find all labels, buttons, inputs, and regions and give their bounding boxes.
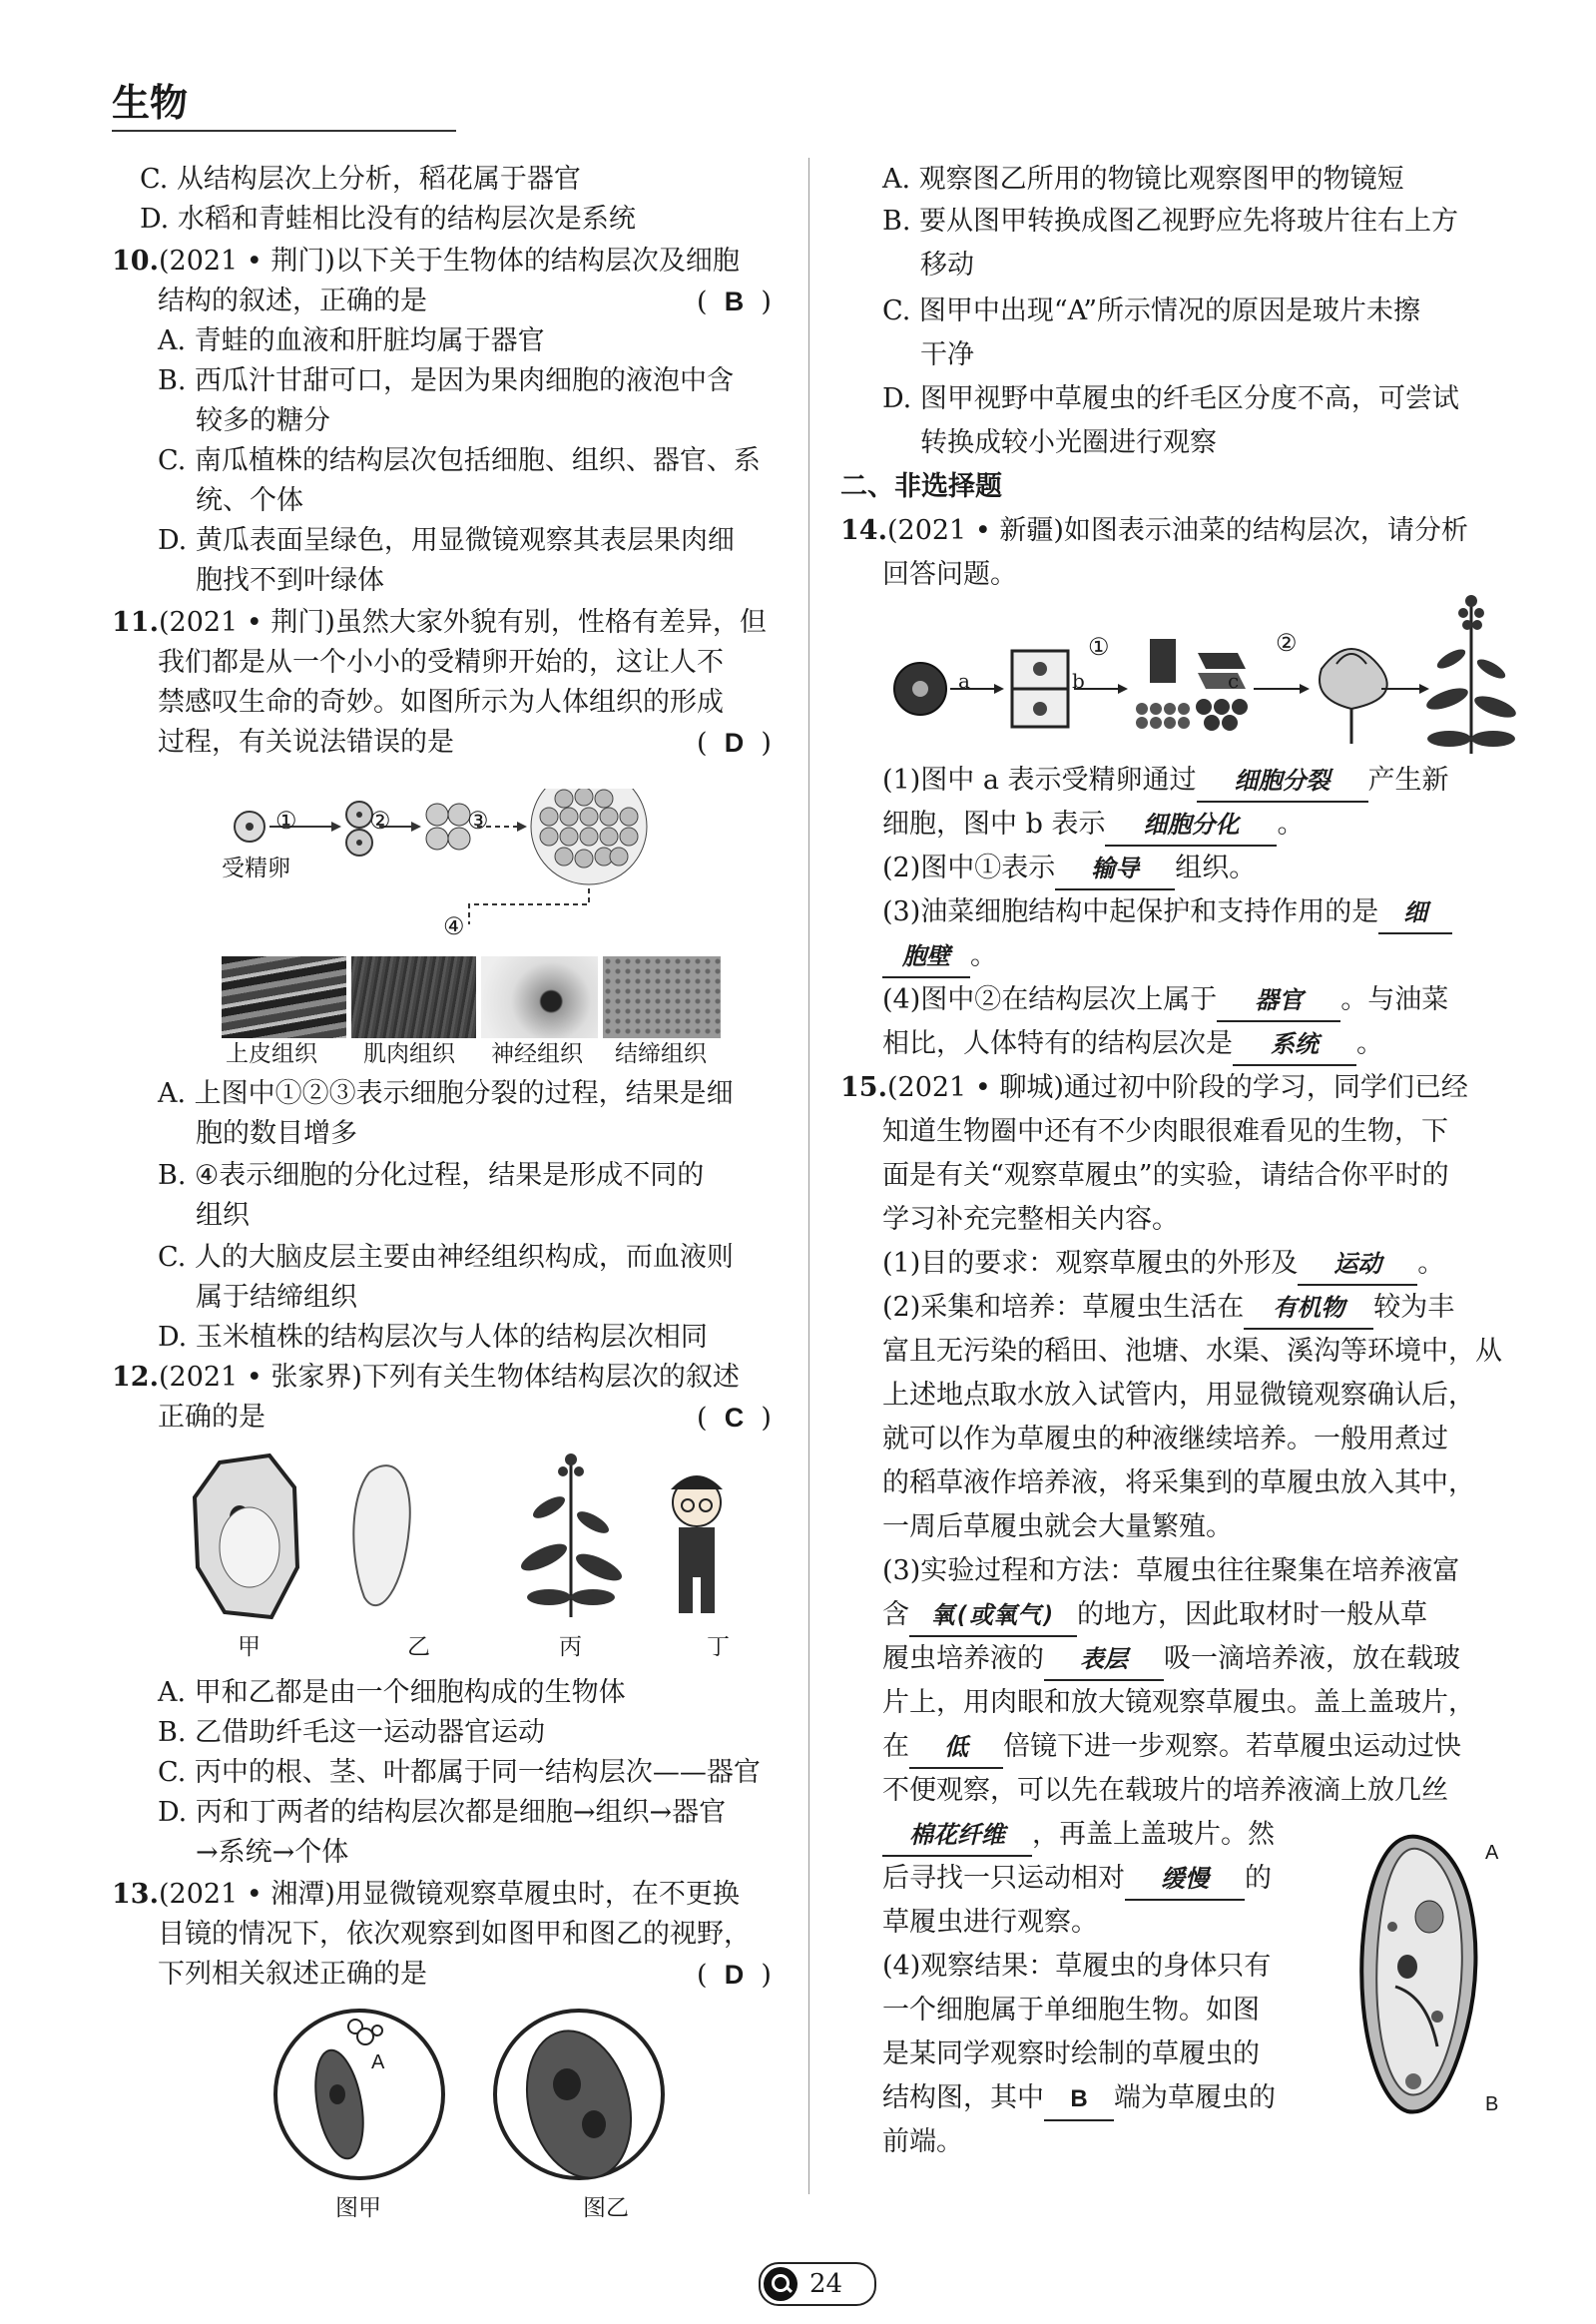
q15-part3-line8 xyxy=(882,1859,1272,1901)
q14-arrow-b: b xyxy=(1072,669,1085,693)
q15-answer-2: 有机物 xyxy=(1244,1288,1373,1330)
q10-stem1: (2021 • 荆门)以下关于生物体的结构层次及细胞 xyxy=(158,246,740,277)
q15-p3e: 吸一滴培养液，放在载玻 xyxy=(1164,1643,1460,1674)
q14-p4a: (4)图中②在结构层次上属于 xyxy=(882,984,1218,1015)
q10-option-b: B. 西瓜汁甘甜可口，是因为果肉细胞的液泡中含 xyxy=(158,365,735,396)
q11-stem-line2: 我们都是从一个小小的受精卵开始的，这让人不 xyxy=(158,647,724,678)
q14-number: 14. xyxy=(840,515,887,546)
q15-p4e: 端为草履虫的 xyxy=(1114,2082,1276,2113)
q11-option-a-cont: 胞的数目增多 xyxy=(196,1118,357,1149)
q15-part4-line1: (4)观察结果：草履虫的身体只有 xyxy=(882,1951,1272,1982)
muscle-tissue-image xyxy=(351,956,476,1038)
q15-stem-line1 xyxy=(840,1068,1468,1108)
q13-option-d-cont: 转换成较小光圈进行观察 xyxy=(920,427,1217,458)
q14-rapeseed-structure-figure xyxy=(882,589,1521,759)
q15-part3-line4: 片上，用肉眼和放大镜观察草履虫。盖上盖玻片， xyxy=(882,1687,1475,1718)
q10-option-b-cont: 较多的糖分 xyxy=(196,405,330,436)
q15-p3j: ，再盖上盖玻片。然 xyxy=(1032,1819,1275,1850)
q14-part3-line2 xyxy=(882,936,997,978)
q10-stem-line1 xyxy=(112,242,740,282)
q12-label-yi: 乙 xyxy=(407,1634,430,1660)
q10-number: 10. xyxy=(112,246,159,277)
q11-tissue-label-2: 肌肉组织 xyxy=(363,1041,455,1067)
q15-part4-line4 xyxy=(882,2078,1276,2121)
q15-p2b: 较为丰 xyxy=(1373,1292,1455,1323)
q14-answer-5: 器官 xyxy=(1217,980,1340,1022)
q15-part3-line6: 不便观察，可以先在载玻片的培养液滴上放几丝 xyxy=(882,1775,1448,1806)
q15-part3-line2 xyxy=(882,1595,1427,1637)
q13-stem-line2: 目镜的情况下，依次观察到如图甲和图乙的视野， xyxy=(158,1919,751,1950)
q14-answer-3: 输导 xyxy=(1055,849,1175,890)
q14-p4d: 。 xyxy=(1356,1028,1383,1059)
q10-option-c-cont: 统、个体 xyxy=(196,485,303,516)
q14-stem-line2: 回答问题。 xyxy=(882,559,1017,590)
q12-stem1: (2021 • 张家界)下列有关生物体结构层次的叙述 xyxy=(158,1362,740,1393)
q12-label-ding: 丁 xyxy=(707,1634,730,1660)
paramecium-label-a: A xyxy=(1485,1842,1499,1864)
q12-answer: ( C ) xyxy=(697,1403,772,1434)
q13-option-d: D. 图甲视野中草履虫的纤毛区分度不高，可尝试 xyxy=(882,383,1459,414)
q13-option-c-cont: 干净 xyxy=(920,339,974,370)
q15-p3b: 含 xyxy=(882,1599,909,1630)
q13-number: 13. xyxy=(112,1879,159,1910)
q13-stem1: (2021 • 湘潭)用显微镜观察草履虫时，在不更换 xyxy=(158,1879,740,1910)
paramecium-structure-figure xyxy=(1337,1827,1497,2126)
q15-answer-8: B xyxy=(1044,2079,1114,2121)
q9-option-c: C. 从结构层次上分析，稻花属于器官 xyxy=(140,164,581,195)
q9-option-d: D. 水稻和青蛙相比没有的结构层次是系统 xyxy=(140,204,636,235)
q11-option-b-cont: 组织 xyxy=(196,1200,250,1231)
connective-tissue-image xyxy=(603,956,721,1038)
q10-option-d: D. 黄瓜表面呈绿色，用显微镜观察其表层果肉细 xyxy=(158,525,735,556)
q12-option-d-cont: →系统→个体 xyxy=(196,1837,349,1868)
q15-part2-line4: 就可以作为草履虫的种液继续培养。一般用煮过 xyxy=(882,1424,1448,1454)
q15-p1b: 。 xyxy=(1417,1248,1445,1279)
column-divider xyxy=(808,158,809,2194)
q15-stem1: (2021 • 聊城)通过初中阶段的学习，同学们已经 xyxy=(886,1072,1468,1103)
page-number: 24 xyxy=(809,2269,843,2299)
q11-tissue-label-4: 结缔组织 xyxy=(615,1041,707,1067)
q11-option-b: B. ④表示细胞的分化过程，结果是形成不同的 xyxy=(158,1160,705,1191)
q10-stem-line2: 结构的叙述，正确的是 xyxy=(158,286,427,316)
q14-answer-6: 系统 xyxy=(1233,1024,1356,1066)
q12-label-bing: 丙 xyxy=(559,1634,582,1660)
q11-stem-line1 xyxy=(112,603,767,643)
q15-part2-line2: 富且无污染的稻田、池塘、水渠、溪沟等环境中，从 xyxy=(882,1336,1502,1367)
q15-part3-line7 xyxy=(882,1815,1275,1857)
q14-answer-4b: 胞壁 xyxy=(882,936,970,978)
q14-label-2: ② xyxy=(1276,629,1298,657)
q15-p3h: 倍镜下进一步观察。若草履虫运动过快 xyxy=(1003,1731,1461,1762)
q15-answer-3: 氧(或氧气) xyxy=(909,1595,1077,1637)
q15-stem-line3: 面是有关“观察草履虫”的实验，请结合你平时的 xyxy=(882,1160,1449,1191)
q14-p4b: 。与油菜 xyxy=(1340,984,1449,1015)
q14-part4-line2 xyxy=(882,1024,1383,1066)
q11-label-1: ① xyxy=(275,807,297,835)
q13-option-c: C. 图甲中出现“A”所示情况的原因是玻片未擦 xyxy=(882,295,1420,326)
q14-arrow-a: a xyxy=(958,669,970,693)
q15-stem-line4: 学习补充完整相关内容。 xyxy=(882,1204,1179,1235)
q14-stem1: (2021 • 新疆)如图表示油菜的结构层次，请分析 xyxy=(886,515,1468,546)
q11-label-4: ④ xyxy=(443,912,465,940)
q15-part2-line3: 上述地点取水放入试管内，用显微镜观察确认后， xyxy=(882,1380,1475,1411)
q15-answer-7: 缓慢 xyxy=(1125,1859,1245,1901)
q15-part3-line5 xyxy=(882,1727,1461,1769)
q12-number: 12. xyxy=(112,1362,159,1393)
q11-tissue-label-1: 上皮组织 xyxy=(226,1041,317,1067)
q14-p2a: (2)图中①表示 xyxy=(882,853,1056,883)
q10-answer: ( B ) xyxy=(697,287,772,317)
section-title: 二、非选择题 xyxy=(840,471,1002,502)
q15-p1a: (1)目的要求：观察草履虫的外形及 xyxy=(882,1248,1299,1279)
q11-stem-line4: 过程，有关说法错误的是 xyxy=(158,727,454,758)
q15-answer-4: 表层 xyxy=(1044,1639,1164,1681)
q14-p3a: (3)油菜细胞结构中起保护和支持作用的是 xyxy=(882,896,1379,927)
q15-p4d: 结构图，其中 xyxy=(882,2082,1044,2113)
q14-p4c: 相比，人体特有的结构层次是 xyxy=(882,1028,1233,1059)
q14-part1-line2 xyxy=(882,805,1304,847)
q15-part4-line2: 一个细胞属于单细胞生物。如图 xyxy=(882,1995,1260,2026)
q11-label-2: ② xyxy=(369,807,391,835)
q13-stem-line1 xyxy=(112,1875,740,1915)
q14-p3b: 。 xyxy=(970,940,997,971)
q11-stem-line3: 禁感叹生命的奇妙。如图所示为人体组织的形成 xyxy=(158,687,724,718)
q14-part1-line1 xyxy=(882,761,1449,803)
q15-part2-line6: 一周后草履虫就会大量繁殖。 xyxy=(882,1511,1233,1542)
q12-option-a: A. 甲和乙都是由一个细胞构成的生物体 xyxy=(158,1677,626,1708)
q15-p3d: 履虫培养液的 xyxy=(882,1643,1044,1674)
q14-part4-line1 xyxy=(882,980,1448,1022)
q15-answer-6: 棉花纤维 xyxy=(882,1815,1032,1857)
q15-answer-1: 运动 xyxy=(1298,1244,1417,1286)
q14-p1d: 。 xyxy=(1277,809,1305,840)
q12-organisms-figure xyxy=(180,1448,759,1627)
q12-stem-line1 xyxy=(112,1358,740,1398)
q11-option-c: C. 人的大脑皮层主要由神经组织构成，而血液则 xyxy=(158,1242,734,1273)
epithelial-tissue-image xyxy=(222,956,346,1038)
q11-tissue-label-3: 神经组织 xyxy=(491,1041,583,1067)
q14-answer-4a: 细 xyxy=(1378,892,1452,934)
q10-option-c: C. 南瓜植株的结构层次包括细胞、组织、器官、系 xyxy=(158,445,761,476)
q11-answer: ( D ) xyxy=(697,728,772,759)
q13-answer: ( D ) xyxy=(697,1960,772,1991)
q11-label-3: ③ xyxy=(467,807,489,835)
q15-part4-line5: 前端。 xyxy=(882,2126,963,2157)
q12-option-b: B. 乙借助纤毛这一运动器官运动 xyxy=(158,1717,546,1748)
page-number-badge xyxy=(759,2262,876,2306)
q15-p3c: 的地方，因此取材时一般从草 xyxy=(1077,1599,1427,1630)
q15-part1 xyxy=(882,1244,1444,1286)
q13-label-fig-yi: 图乙 xyxy=(583,2195,629,2221)
q11-fertilized-egg-label: 受精卵 xyxy=(222,856,290,881)
q14-label-1: ① xyxy=(1088,633,1110,661)
q12-label-jia: 甲 xyxy=(238,1634,261,1660)
q14-p1b: 产生新 xyxy=(1367,765,1449,796)
q14-part2 xyxy=(882,849,1256,890)
q14-answer-1: 细胞分裂 xyxy=(1197,761,1368,803)
q14-part3-line1 xyxy=(882,892,1452,934)
q14-arrow-c: c xyxy=(1228,669,1240,693)
q10-option-d-cont: 胞找不到叶绿体 xyxy=(196,565,384,596)
q11-stem1: (2021 • 荆门)虽然大家外貌有别，性格有差异，但 xyxy=(158,607,767,638)
q13-option-b: B. 要从图甲转换成图乙视野应先将玻片往右上方 xyxy=(882,206,1459,237)
q11-option-d: D. 玉米植株的结构层次与人体的结构层次相同 xyxy=(158,1322,708,1353)
q15-p3l: 的 xyxy=(1245,1863,1272,1894)
q10-option-a: A. 青蛙的血液和肝脏均属于器官 xyxy=(158,325,545,356)
q14-p1c: 细胞，图中 b 表示 xyxy=(882,809,1106,840)
header-rule xyxy=(112,130,456,132)
q15-number: 15. xyxy=(840,1072,887,1103)
q11-number: 11. xyxy=(112,607,159,638)
q12-option-d: D. 丙和丁两者的结构层次都是细胞→组织→器官 xyxy=(158,1797,727,1828)
q15-stem-line2: 知道生物圈中还有不少肉眼很难看见的生物，下 xyxy=(882,1116,1448,1147)
q13-microscope-views-figure xyxy=(269,2005,669,2184)
q15-part3-line1: (3)实验过程和方法：草履虫往往聚集在培养液富 xyxy=(882,1555,1460,1586)
q15-answer-5: 低 xyxy=(909,1727,1003,1769)
q12-stem-line2: 正确的是 xyxy=(158,1402,266,1433)
q11-option-c-cont: 属于结缔组织 xyxy=(196,1282,357,1313)
q15-p2a: (2)采集和培养：草履虫生活在 xyxy=(882,1292,1245,1323)
nerve-tissue-image xyxy=(481,956,598,1038)
q15-p3g: 在 xyxy=(882,1731,909,1762)
paramecium-label-b: B xyxy=(1485,2093,1499,2115)
q15-part3-line9: 草履虫进行观察。 xyxy=(882,1907,1098,1938)
q13-stem-line3: 下列相关叙述正确的是 xyxy=(158,1959,427,1990)
q13-mark-a: A xyxy=(371,2051,385,2073)
q15-part3-line3 xyxy=(882,1639,1460,1681)
q13-option-b-cont: 移动 xyxy=(920,250,974,281)
q13-option-a: A. 观察图乙所用的物镜比观察图甲的物镜短 xyxy=(882,164,1404,195)
page-header-subject: 生物 xyxy=(112,83,189,125)
q14-answer-2: 细胞分化 xyxy=(1105,805,1277,847)
q14-p1a: (1)图中 a 表示受精卵通过 xyxy=(882,765,1197,796)
q12-option-c: C. 丙中的根、茎、叶都属于同一结构层次——器官 xyxy=(158,1757,761,1788)
q15-part2-line1 xyxy=(882,1288,1454,1330)
q15-part2-line5: 的稻草液作培养液，将采集到的草履虫放入其中， xyxy=(882,1467,1475,1498)
q15-part4-line3: 是某同学观察时绘制的草履虫的 xyxy=(882,2038,1260,2069)
q14-p2b: 组织。 xyxy=(1175,853,1257,883)
q13-label-fig-jia: 图甲 xyxy=(335,2195,381,2221)
q11-option-a: A. 上图中①②③表示细胞分裂的过程，结果是细 xyxy=(158,1078,734,1109)
q14-stem-line1 xyxy=(840,511,1468,551)
magnifier-icon xyxy=(764,2267,798,2301)
q15-p3k: 后寻找一只运动相对 xyxy=(882,1863,1125,1894)
